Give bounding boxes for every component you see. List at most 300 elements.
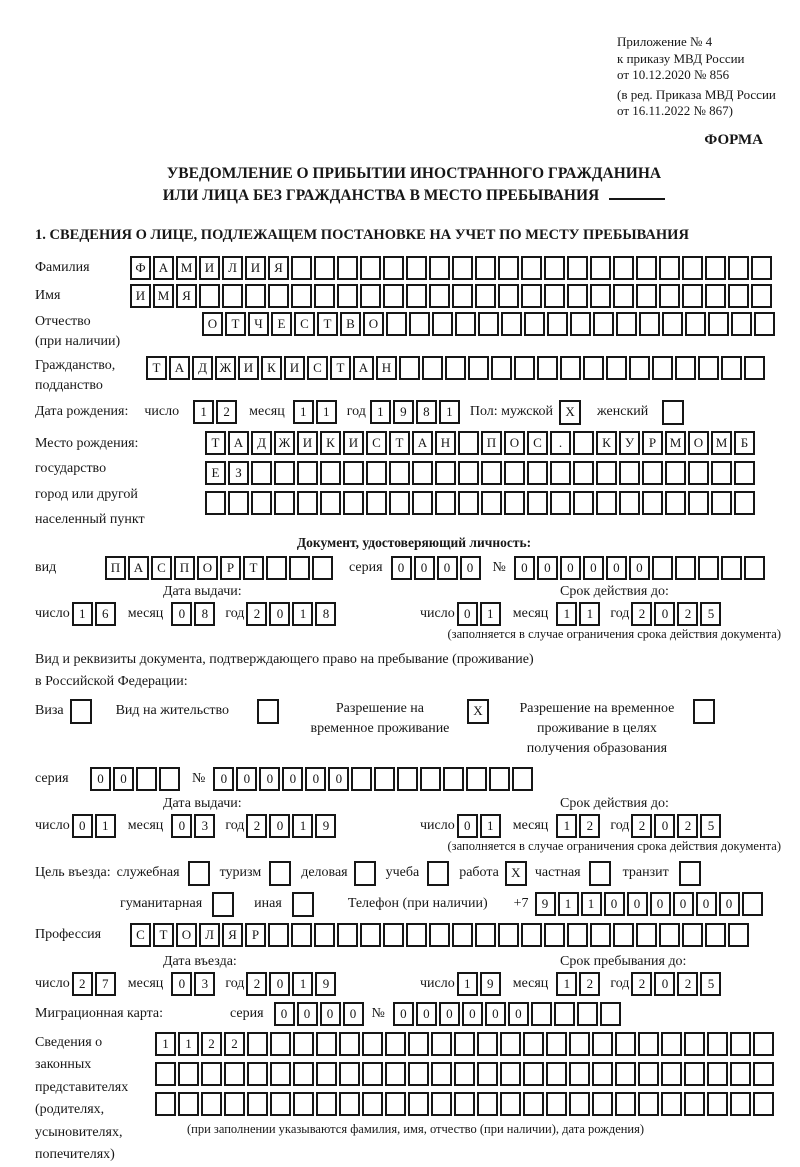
char-cell[interactable]: 2 [72,972,93,996]
char-cell[interactable] [567,284,588,308]
doc-series-input[interactable] [391,556,483,580]
purpose-transit-checkbox[interactable] [679,861,703,886]
char-cell[interactable] [573,461,594,485]
stay-doc-issue-year[interactable] [246,814,338,838]
char-cell[interactable] [583,356,604,380]
char-cell[interactable]: 1 [558,892,579,916]
char-cell[interactable]: М [665,431,686,455]
char-cell[interactable]: 5 [700,972,721,996]
char-cell[interactable] [665,461,686,485]
char-cell[interactable] [247,1062,268,1086]
char-cell[interactable]: 0 [514,556,535,580]
char-cell[interactable]: 2 [677,972,698,996]
char-cell[interactable] [337,256,358,280]
char-cell[interactable] [590,923,611,947]
char-cell[interactable] [412,461,433,485]
char-cell[interactable] [500,1092,521,1116]
char-cell[interactable] [293,1032,314,1056]
char-cell[interactable]: И [284,356,305,380]
char-cell[interactable]: 0 [213,767,234,791]
birth-month-input[interactable] [293,400,339,424]
char-cell[interactable] [721,556,742,580]
char-cell[interactable] [589,861,611,886]
char-cell[interactable]: А [353,356,374,380]
char-cell[interactable]: 0 [460,556,481,580]
char-cell[interactable] [573,491,594,515]
char-cell[interactable]: 0 [627,892,648,916]
temp-residence-checkbox[interactable] [467,699,491,724]
char-cell[interactable]: Р [220,556,241,580]
char-cell[interactable]: 0 [508,1002,529,1026]
char-cell[interactable] [374,767,395,791]
char-cell[interactable] [730,1062,751,1086]
char-cell[interactable]: 0 [171,602,192,626]
sex-male-checkbox[interactable] [559,400,583,425]
entry-year[interactable] [246,972,338,996]
char-cell[interactable]: О [688,431,709,455]
char-cell[interactable]: 1 [292,972,313,996]
char-cell[interactable]: 9 [315,814,336,838]
char-cell[interactable]: С [366,431,387,455]
char-cell[interactable] [452,256,473,280]
char-cell[interactable] [159,767,180,791]
char-cell[interactable] [314,923,335,947]
char-cell[interactable]: Ч [248,312,269,336]
char-cell[interactable] [408,1092,429,1116]
char-cell[interactable] [289,556,310,580]
char-cell[interactable] [70,699,92,724]
char-cell[interactable]: С [527,431,548,455]
char-cell[interactable]: 0 [269,972,290,996]
char-cell[interactable] [475,284,496,308]
char-cell[interactable]: Д [192,356,213,380]
char-cell[interactable] [481,491,502,515]
char-cell[interactable] [429,256,450,280]
doc-number-input[interactable] [514,556,767,580]
char-cell[interactable] [527,461,548,485]
char-cell[interactable] [501,312,522,336]
char-cell[interactable] [521,256,542,280]
surname-input[interactable] [130,256,774,280]
char-cell[interactable] [468,356,489,380]
char-cell[interactable] [684,1032,705,1056]
char-cell[interactable] [389,491,410,515]
char-cell[interactable] [455,312,476,336]
char-cell[interactable] [477,1092,498,1116]
char-cell[interactable] [682,923,703,947]
char-cell[interactable]: 0 [696,892,717,916]
char-cell[interactable] [409,312,430,336]
char-cell[interactable]: 9 [393,400,414,424]
stay-doc-expiry-day[interactable] [457,814,503,838]
char-cell[interactable] [316,1062,337,1086]
char-cell[interactable]: 0 [583,556,604,580]
stay-until-year[interactable] [631,972,723,996]
char-cell[interactable] [728,256,749,280]
char-cell[interactable] [661,1062,682,1086]
char-cell[interactable]: Л [199,923,220,947]
char-cell[interactable] [638,1092,659,1116]
char-cell[interactable]: 0 [282,767,303,791]
char-cell[interactable] [314,256,335,280]
char-cell[interactable] [544,256,565,280]
char-cell[interactable]: 0 [457,602,478,626]
char-cell[interactable]: Т [225,312,246,336]
char-cell[interactable] [708,312,729,336]
char-cell[interactable] [705,923,726,947]
char-cell[interactable] [707,1062,728,1086]
purpose-private-checkbox[interactable] [589,861,613,886]
char-cell[interactable]: 0 [485,1002,506,1026]
char-cell[interactable] [573,431,594,455]
patronymic-input[interactable] [202,312,777,336]
char-cell[interactable]: 1 [556,602,577,626]
char-cell[interactable] [337,284,358,308]
char-cell[interactable]: X [505,861,527,886]
char-cell[interactable] [707,1092,728,1116]
char-cell[interactable] [711,491,732,515]
char-cell[interactable] [531,1002,552,1026]
char-cell[interactable]: И [245,256,266,280]
char-cell[interactable]: 0 [654,814,675,838]
char-cell[interactable] [619,491,640,515]
char-cell[interactable]: 3 [194,814,215,838]
char-cell[interactable]: 1 [178,1032,199,1056]
char-cell[interactable] [224,1092,245,1116]
char-cell[interactable] [351,767,372,791]
char-cell[interactable] [550,491,571,515]
char-cell[interactable] [292,892,314,917]
migration-card-series-input[interactable] [274,1002,366,1026]
char-cell[interactable] [638,1062,659,1086]
char-cell[interactable] [343,461,364,485]
char-cell[interactable]: 0 [650,892,671,916]
sex-female-checkbox[interactable] [662,400,686,425]
char-cell[interactable]: К [261,356,282,380]
char-cell[interactable]: 2 [224,1032,245,1056]
char-cell[interactable] [429,284,450,308]
char-cell[interactable]: Я [268,256,289,280]
char-cell[interactable] [661,1092,682,1116]
char-cell[interactable] [596,461,617,485]
birth-year-input[interactable] [370,400,462,424]
char-cell[interactable]: 1 [155,1032,176,1056]
char-cell[interactable] [269,861,291,886]
char-cell[interactable]: 0 [439,1002,460,1026]
char-cell[interactable] [592,1032,613,1056]
char-cell[interactable] [205,491,226,515]
char-cell[interactable]: 1 [457,972,478,996]
char-cell[interactable] [665,491,686,515]
identity-expiry-month[interactable] [556,602,602,626]
char-cell[interactable] [266,556,287,580]
char-cell[interactable]: 1 [316,400,337,424]
visa-checkbox[interactable] [70,699,94,724]
char-cell[interactable] [245,284,266,308]
char-cell[interactable]: 1 [292,814,313,838]
char-cell[interactable] [636,284,657,308]
char-cell[interactable] [406,923,427,947]
char-cell[interactable]: 0 [320,1002,341,1026]
char-cell[interactable] [270,1062,291,1086]
birth-place-input-row2[interactable] [205,461,757,485]
char-cell[interactable] [569,1092,590,1116]
char-cell[interactable] [550,461,571,485]
char-cell[interactable] [636,923,657,947]
char-cell[interactable]: Т [153,923,174,947]
char-cell[interactable] [337,923,358,947]
char-cell[interactable]: М [711,431,732,455]
char-cell[interactable] [362,1092,383,1116]
char-cell[interactable] [293,1092,314,1116]
char-cell[interactable] [567,256,588,280]
char-cell[interactable] [659,256,680,280]
char-cell[interactable] [544,284,565,308]
char-cell[interactable]: И [199,256,220,280]
char-cell[interactable] [408,1062,429,1086]
char-cell[interactable]: 0 [457,814,478,838]
char-cell[interactable]: 2 [216,400,237,424]
char-cell[interactable] [639,312,660,336]
char-cell[interactable] [406,284,427,308]
char-cell[interactable] [420,767,441,791]
char-cell[interactable] [477,1032,498,1056]
char-cell[interactable] [360,284,381,308]
char-cell[interactable] [458,491,479,515]
char-cell[interactable]: Т [205,431,226,455]
char-cell[interactable]: А [228,431,249,455]
char-cell[interactable]: 1 [293,400,314,424]
char-cell[interactable] [593,312,614,336]
char-cell[interactable] [320,461,341,485]
char-cell[interactable] [682,256,703,280]
char-cell[interactable] [661,1032,682,1056]
char-cell[interactable]: И [343,431,364,455]
char-cell[interactable]: Т [389,431,410,455]
char-cell[interactable] [521,923,542,947]
char-cell[interactable] [383,284,404,308]
representatives-input-row2[interactable] [155,1062,776,1086]
char-cell[interactable] [751,256,772,280]
char-cell[interactable]: И [130,284,151,308]
char-cell[interactable]: О [504,431,525,455]
char-cell[interactable]: 2 [677,602,698,626]
char-cell[interactable] [600,1002,621,1026]
phone-input[interactable] [535,892,765,916]
char-cell[interactable] [698,556,719,580]
char-cell[interactable] [679,861,701,886]
char-cell[interactable] [155,1092,176,1116]
char-cell[interactable] [458,431,479,455]
char-cell[interactable]: 0 [259,767,280,791]
char-cell[interactable] [247,1092,268,1116]
char-cell[interactable]: 2 [631,602,652,626]
given-name-input[interactable] [130,284,774,308]
char-cell[interactable]: К [320,431,341,455]
char-cell[interactable] [698,356,719,380]
char-cell[interactable] [443,767,464,791]
char-cell[interactable]: 0 [462,1002,483,1026]
purpose-humanitarian-checkbox[interactable] [212,892,236,917]
char-cell[interactable] [406,256,427,280]
char-cell[interactable]: М [176,256,197,280]
char-cell[interactable] [431,1062,452,1086]
char-cell[interactable] [297,491,318,515]
char-cell[interactable]: 2 [631,814,652,838]
char-cell[interactable]: 0 [297,1002,318,1026]
char-cell[interactable] [454,1092,475,1116]
char-cell[interactable]: 6 [95,602,116,626]
char-cell[interactable]: 0 [236,767,257,791]
char-cell[interactable] [458,461,479,485]
char-cell[interactable] [570,312,591,336]
char-cell[interactable] [339,1062,360,1086]
char-cell[interactable]: 3 [194,972,215,996]
char-cell[interactable] [274,491,295,515]
char-cell[interactable]: 9 [535,892,556,916]
char-cell[interactable] [734,491,755,515]
char-cell[interactable] [731,312,752,336]
char-cell[interactable]: С [307,356,328,380]
char-cell[interactable] [675,556,696,580]
char-cell[interactable] [524,312,545,336]
char-cell[interactable] [498,256,519,280]
char-cell[interactable] [659,923,680,947]
char-cell[interactable] [730,1032,751,1056]
char-cell[interactable]: А [169,356,190,380]
char-cell[interactable]: 2 [201,1032,222,1056]
temp-residence-education-checkbox[interactable] [693,699,717,724]
char-cell[interactable]: Т [243,556,264,580]
char-cell[interactable]: Р [642,431,663,455]
char-cell[interactable] [385,1092,406,1116]
char-cell[interactable] [521,284,542,308]
char-cell[interactable] [475,923,496,947]
char-cell[interactable] [546,1062,567,1086]
stay-doc-issue-day[interactable] [72,814,118,838]
residence-permit-checkbox[interactable] [257,699,281,724]
char-cell[interactable] [753,1062,774,1086]
char-cell[interactable]: И [238,356,259,380]
char-cell[interactable] [615,1062,636,1086]
char-cell[interactable]: 1 [556,814,577,838]
char-cell[interactable] [685,312,706,336]
char-cell[interactable] [431,1032,452,1056]
char-cell[interactable] [454,1062,475,1086]
stay-until-month[interactable] [556,972,602,996]
char-cell[interactable] [268,284,289,308]
char-cell[interactable] [251,461,272,485]
char-cell[interactable]: У [619,431,640,455]
char-cell[interactable]: 9 [315,972,336,996]
char-cell[interactable] [728,284,749,308]
char-cell[interactable]: 0 [416,1002,437,1026]
char-cell[interactable]: Т [146,356,167,380]
char-cell[interactable]: С [294,312,315,336]
char-cell[interactable] [212,892,234,917]
char-cell[interactable] [454,1032,475,1056]
char-cell[interactable] [688,461,709,485]
char-cell[interactable] [366,491,387,515]
char-cell[interactable]: . [550,431,571,455]
char-cell[interactable] [354,861,376,886]
char-cell[interactable] [592,1062,613,1086]
char-cell[interactable] [452,284,473,308]
char-cell[interactable]: 0 [305,767,326,791]
char-cell[interactable] [475,256,496,280]
char-cell[interactable]: 0 [72,814,93,838]
char-cell[interactable] [734,461,755,485]
char-cell[interactable]: 1 [581,892,602,916]
char-cell[interactable] [247,1032,268,1056]
char-cell[interactable]: 1 [480,602,501,626]
char-cell[interactable] [339,1092,360,1116]
purpose-business-checkbox[interactable] [354,861,378,886]
char-cell[interactable] [314,284,335,308]
char-cell[interactable] [554,1002,575,1026]
doc-kind-input[interactable] [105,556,335,580]
purpose-study-checkbox[interactable] [427,861,451,886]
char-cell[interactable] [537,356,558,380]
char-cell[interactable] [523,1032,544,1056]
char-cell[interactable] [291,923,312,947]
char-cell[interactable] [730,1092,751,1116]
char-cell[interactable]: 0 [171,814,192,838]
identity-expiry-year[interactable] [631,602,723,626]
char-cell[interactable] [293,1062,314,1086]
char-cell[interactable] [155,1062,176,1086]
char-cell[interactable]: Б [734,431,755,455]
char-cell[interactable]: 2 [246,972,267,996]
identity-issue-month[interactable] [171,602,217,626]
char-cell[interactable]: О [176,923,197,947]
char-cell[interactable] [386,312,407,336]
char-cell[interactable] [590,256,611,280]
char-cell[interactable]: 0 [274,1002,295,1026]
char-cell[interactable] [504,461,525,485]
representatives-input-row3[interactable] [155,1092,776,1116]
char-cell[interactable] [560,356,581,380]
char-cell[interactable] [504,491,525,515]
char-cell[interactable] [270,1092,291,1116]
purpose-other-checkbox[interactable] [292,892,316,917]
char-cell[interactable] [546,1092,567,1116]
char-cell[interactable] [707,1032,728,1056]
char-cell[interactable] [477,1062,498,1086]
stay-doc-expiry-year[interactable] [631,814,723,838]
char-cell[interactable] [383,923,404,947]
char-cell[interactable] [629,356,650,380]
char-cell[interactable] [659,284,680,308]
char-cell[interactable]: П [105,556,126,580]
char-cell[interactable] [383,256,404,280]
char-cell[interactable]: 0 [113,767,134,791]
char-cell[interactable]: А [128,556,149,580]
char-cell[interactable]: 0 [604,892,625,916]
char-cell[interactable] [320,491,341,515]
purpose-official-checkbox[interactable] [188,861,212,886]
char-cell[interactable]: Т [317,312,338,336]
char-cell[interactable]: 8 [416,400,437,424]
char-cell[interactable] [291,284,312,308]
char-cell[interactable] [362,1032,383,1056]
char-cell[interactable] [682,284,703,308]
char-cell[interactable]: 0 [391,556,412,580]
char-cell[interactable] [178,1062,199,1086]
char-cell[interactable] [431,1092,452,1116]
char-cell[interactable] [312,556,333,580]
char-cell[interactable] [613,284,634,308]
